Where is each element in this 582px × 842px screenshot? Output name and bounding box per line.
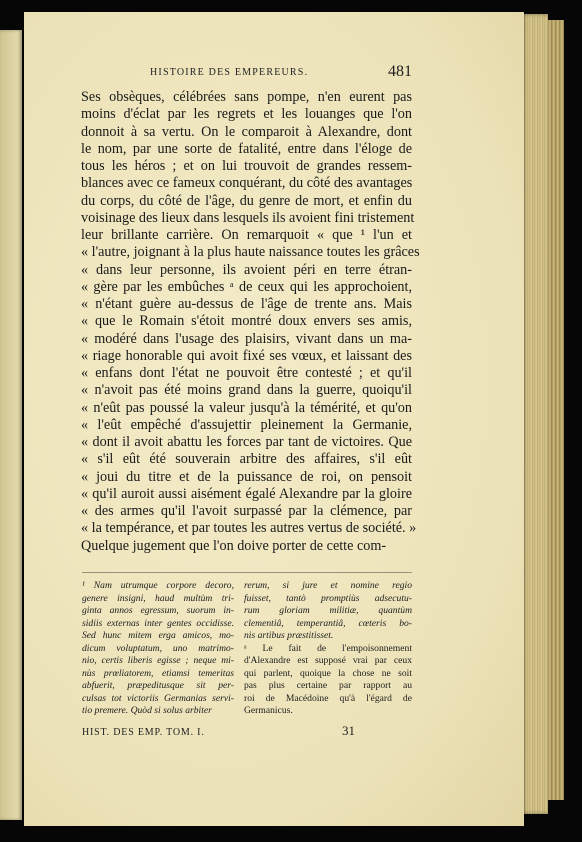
signature-mark: HIST. DES EMP. TOM. I. [82,727,205,738]
text-line: « enfans dont l'état ne pouvoit être contesté ; et qu'il [81,365,412,381]
text-line: « que le Romain s'étoit montré doux envers ses amis, [81,313,412,330]
text-line: « gère par les embûches ᵃ de ceux qui les approchoient, [81,278,412,295]
running-head: HISTOIRE DES EMPEREURS. [150,67,309,78]
text-line: « dont il avoit abattu les forces par tant de victoires. Que [81,434,412,450]
text-line: Ses obsèques, célébrées sans pompe, n'en eurent pas [81,89,412,105]
text-line: « joui du titre et de la puissance de roi, on pensoit [81,468,412,485]
text-line: « l'autre, joignant à la plus haute naissance toutes les grâces [81,244,420,261]
footnote-line: nùs prœliatorem, etiamsi temeritas [82,667,234,679]
footnote-line: genere insigni, haud multùm tri- [82,592,234,604]
text-line: « modéré dans l'usage des plaisirs, vivant dans un ma- [81,330,412,347]
text-line: « l'eût empêché d'assujettir pleinement la Germanie, [81,416,412,433]
footnote-line: rerum, si jure et nomine regio [244,580,412,591]
text-line: « s'il eût été souverain arbitre des affaires, s'il eût [81,451,412,468]
footnote-line: rum gloriam militiæ, quantùm [244,605,412,616]
footnote-line: sidiis externas inter gentes occidisse. [82,617,234,629]
footnote-line: pas plus certaine par rapport au [244,680,412,691]
footnote-line: fuisset, tantò promptiùs adsecutu- [244,592,412,604]
text-line: « n'étant guère au-dessus de l'âge de trente ans. Mais [81,296,412,312]
text-line: donnoit à sa vertu. On le comparoit à Alexandre, dont [81,123,412,140]
footnote-french [244,580,412,718]
page-number: 481 [388,63,412,80]
footnote-line: culsas tot victoriis Germanias servi- [82,692,234,704]
text-line: voisinage des lieux dans lesquels ils avoient fini tristement [81,209,415,226]
footnote-rule [82,572,412,573]
footnote-line: Germanicus. [244,705,293,716]
text-line: Quelque jugement que l'on doive porter de cette com- [81,537,387,554]
footnote-line: Sed hunc mitem erga amicos, mo- [82,630,234,641]
footnote-line: nis artibus præstitisset. [244,630,334,641]
footnote-line: ginta annos egressum, suorum in- [82,605,234,616]
text-line: « dans leur personne, ils avoient péri en terre étran- [81,261,412,278]
text-line: « n'avoit pas été moins grand dans la guerre, quoiqu'il [81,382,412,399]
sheet-number: 31 [342,723,355,738]
footnote-line: qui parlent, quoique la chose ne soit [244,667,412,679]
footnote-line: tio premere. Quòd si solus arbiter [82,705,212,716]
left-page-edge [0,30,22,820]
text-line: « des armes qu'il l'avoit surpassé par la clémence, par [81,503,412,519]
text-line: « riage honorable qui avoit fixé ses vœux, et laissant des [81,347,412,364]
text-line: blances avec ce fameux conquérant, du côté des avantages [81,175,413,192]
body-text [81,89,420,555]
footnote-line: ¹ Nam utrumque corpore decoro, [82,580,234,591]
text-line: leur brillante carrière. On remarquoit « que ¹ l'un et [81,227,412,243]
footnote-latin [82,580,234,718]
footnote-line: roi de Macédoine qu'à l'égard de [244,692,412,704]
footnote-line: ᵃ Le fait de l'empoisonnement [244,642,412,654]
text-line: « n'eût pas poussé la valeur jusqu'à la témérité, et qu'on [81,399,412,416]
footnote-line: clementiâ, temperantiâ, cœteris bo- [244,617,412,629]
footnote-line: dicum voluptatum, uno matrimo- [82,642,234,654]
text-line: le nom, par une sorte de fatalité, entre dans l'éloge de [81,140,412,157]
footnote-line: nio, certis liberis egisse ; neque mi- [82,655,234,666]
text-line: « la tempérance, et par toutes les autres vertus de société. » [81,520,417,537]
text-line: tous les héros ; et on lui trouvoit de grandes ressem- [81,158,412,174]
text-line: du corps, du côté de l'âge, du genre de mort, et enfin du [81,192,412,209]
text-line: « qu'il auroit aussi aisément égalé Alexandre par la gloire [81,485,412,502]
footnote-line: abfuerit, præpeditusque sit per- [82,680,234,691]
footnote-line: d'Alexandre est supposé vrai par ceux [244,655,412,666]
text-line: moins d'éclat par les regrets et les louanges que l'on [81,106,412,123]
